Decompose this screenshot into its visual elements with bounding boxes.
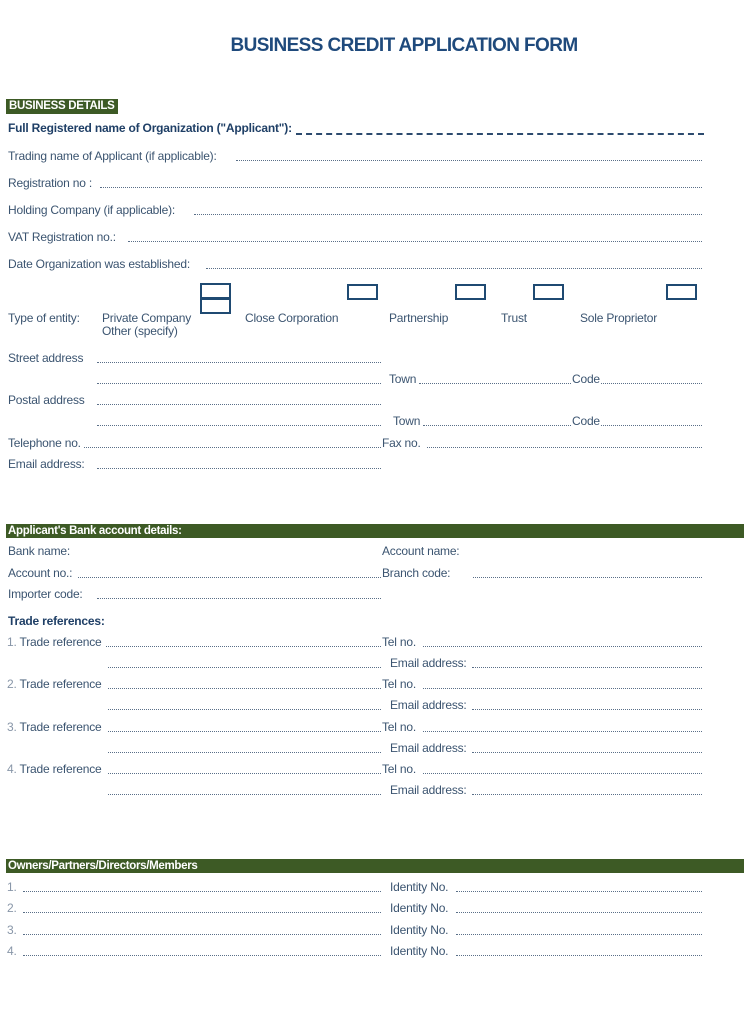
trade-ref-label [7,635,101,649]
trade-ref-label [7,677,101,691]
street-address-label: Street address [8,351,84,365]
trade-ref-4-field[interactable] [108,773,381,774]
street-code-label: Code [572,372,600,386]
street-address-field-1[interactable] [97,362,381,363]
trade-ref-text: Trade reference [19,720,102,734]
trade-ref-1-tel-field[interactable] [423,646,702,647]
trade-ref-text: Trade reference [19,677,102,691]
street-code-field[interactable] [601,383,702,384]
entity-partnership-label: Partnership [389,311,449,325]
owner-4-field[interactable] [23,955,381,956]
owner-2-field[interactable] [23,912,381,913]
trade-ref-3-email-label: Email address: [390,741,467,755]
fax-label: Fax no. [382,436,421,450]
sole-proprietor-checkbox[interactable] [666,284,697,300]
importer-code-field[interactable] [97,598,381,599]
partnership-checkbox[interactable] [455,284,486,300]
trade-ref-1-field-2[interactable] [108,667,381,668]
trade-ref-1-field[interactable] [106,646,381,647]
section-heading-bank-details: Applicant's Bank account details: [6,524,744,538]
vat-label: VAT Registration no.: [8,230,116,244]
vat-field[interactable] [128,241,702,242]
trade-ref-1-tel-label: Tel no. [382,635,416,649]
owner-3-number: 3. [7,923,17,937]
trade-ref-text: Trade reference [19,762,102,776]
telephone-field[interactable] [84,447,381,448]
branch-code-label: Branch code: [382,566,451,580]
postal-address-label: Postal address [8,393,85,407]
trade-ref-number: 4. [7,762,17,776]
account-no-field[interactable] [78,577,381,578]
section-heading-business-details: BUSINESS DETAILS [6,99,118,114]
trade-ref-4-tel-field[interactable] [423,773,702,774]
trade-ref-number: 3. [7,720,17,734]
full-name-label: Full Registered name of Organization ("Applicant"): [8,121,292,135]
owner-4-id-label: Identity No. [390,944,449,958]
account-no-label: Account no.: [8,566,73,580]
trust-checkbox[interactable] [533,284,564,300]
registration-field[interactable] [100,187,702,188]
account-name-label: Account name: [382,544,460,558]
full-name-field[interactable] [296,133,704,135]
trade-ref-2-field[interactable] [108,688,381,689]
branch-code-field[interactable] [473,577,702,578]
date-established-label: Date Organization was established: [8,257,190,271]
postal-code-label: Code [572,414,600,428]
section-heading-owners: Owners/Partners/Directors/Members [6,859,744,873]
email-field[interactable] [97,468,381,469]
trade-ref-3-tel-field[interactable] [423,731,702,732]
street-town-field[interactable] [419,383,571,384]
entity-private-company-label: Private Company [102,311,192,325]
postal-town-field[interactable] [423,425,571,426]
postal-address-field-2[interactable] [97,425,381,426]
owner-1-id-field[interactable] [456,891,702,892]
holding-company-label: Holding Company (if applicable): [8,203,176,217]
trade-ref-2-email-label: Email address: [390,698,467,712]
entity-close-corporation-label: Close Corporation [245,311,339,325]
telephone-label: Telephone no. [8,436,81,450]
email-label: Email address: [8,457,85,471]
street-address-field-2[interactable] [97,383,381,384]
trade-ref-4-tel-label: Tel no. [382,762,416,776]
owner-1-number: 1. [7,880,17,894]
trade-ref-4-field-2[interactable] [108,794,381,795]
trade-ref-3-tel-label: Tel no. [382,720,416,734]
owner-4-number: 4. [7,944,17,958]
trade-ref-2-tel-field[interactable] [423,688,702,689]
entity-trust-label: Trust [501,311,527,325]
trade-ref-1-email-field[interactable] [472,667,702,668]
date-established-field[interactable] [206,268,702,269]
private-company-checkbox[interactable] [200,283,231,299]
trade-ref-label [7,720,101,734]
trade-ref-3-field-2[interactable] [108,752,381,753]
owner-3-id-label: Identity No. [390,923,449,937]
entity-sole-proprietor-label: Sole Proprietor [580,311,658,325]
trading-name-field[interactable] [236,160,702,161]
entity-other-label: Other (specify) [102,324,178,338]
registration-label: Registration no : [8,176,92,190]
trade-ref-1-email-label: Email address: [390,656,467,670]
holding-company-field[interactable] [194,214,702,215]
trade-ref-number: 1. [7,635,17,649]
owner-2-id-field[interactable] [456,912,702,913]
trade-ref-2-tel-label: Tel no. [382,677,416,691]
entity-type-label: Type of entity: [8,311,80,325]
owner-1-field[interactable] [23,891,381,892]
trade-ref-4-email-field[interactable] [472,794,702,795]
trade-ref-label [7,762,101,776]
owner-2-number: 2. [7,901,17,915]
other-checkbox[interactable] [200,298,231,314]
trade-ref-3-email-field[interactable] [472,752,702,753]
postal-code-field[interactable] [601,425,702,426]
owner-1-id-label: Identity No. [390,880,449,894]
page-title: BUSINESS CREDIT APPLICATION FORM [230,35,578,56]
trade-ref-number: 2. [7,677,17,691]
owner-4-id-field[interactable] [456,955,702,956]
owner-2-id-label: Identity No. [390,901,449,915]
trade-ref-2-email-field[interactable] [472,709,702,710]
close-corporation-checkbox[interactable] [347,284,378,300]
trade-references-heading: Trade references: [8,614,105,628]
trade-ref-text: Trade reference [19,635,102,649]
postal-address-field-1[interactable] [97,404,381,405]
trading-name-label: Trading name of Applicant (if applicable): [8,149,217,163]
postal-town-label: Town [393,414,421,428]
bank-name-label: Bank name: [8,544,71,558]
importer-code-label: Importer code: [8,587,83,601]
street-town-label: Town [389,372,417,386]
owner-3-field[interactable] [23,934,381,935]
trade-ref-3-field[interactable] [108,731,381,732]
fax-field[interactable] [427,447,702,448]
owner-3-id-field[interactable] [456,934,702,935]
trade-ref-2-field-2[interactable] [108,709,381,710]
trade-ref-4-email-label: Email address: [390,783,467,797]
